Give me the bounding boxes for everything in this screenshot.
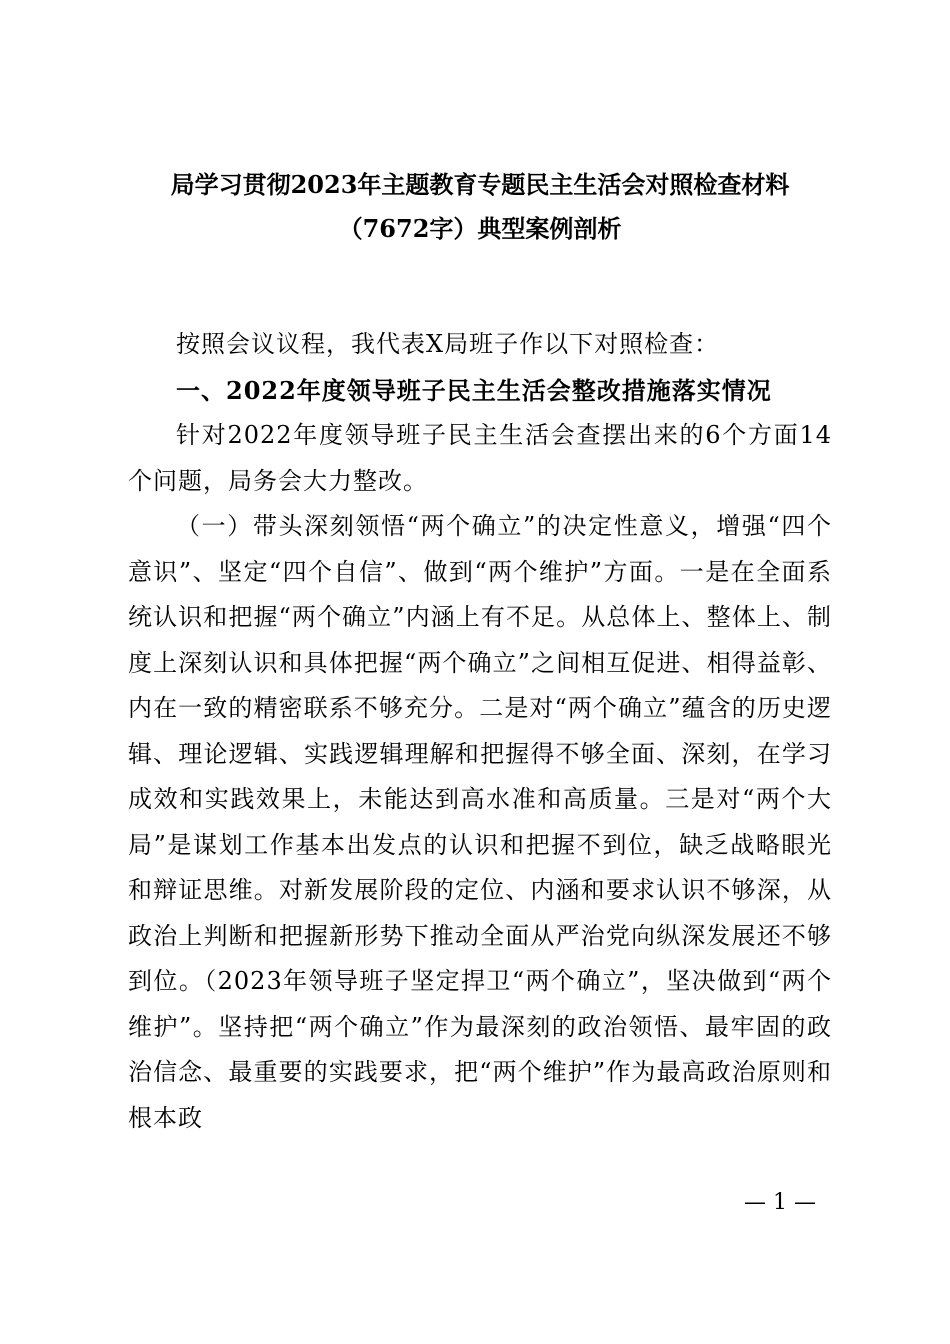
paragraph-item-1: （一）带头深刻领悟“两个确立”的决定性意义，增强“四个意识”、坚定“四个自信”、做到“两个维护”方面。一是在全面系统认识和把握“两个确立”内涵上有不足。从总体上、整体上、制度上深刻认识和具体把握“两个确立”之间相互促进、相得益彰、内在一致的精密联系不够充分。二是对“两个确立”蕴含的历史逻辑、理论逻辑、实践逻辑理解和把握得不够全面、深刻，在学习成效和实践效果上，未能达到高水准和高质量。三是对“两个大局”是谋划工作基本出发点的认识和把握不到位，缺乏战略眼光和辩证思维。对新发展阶段的定位、内涵和要求认识不够深，从政治上判断和把握新形势下推动全面从严治党向纵深发展还不够到位。（2023年领导班子坚定捍卫“两个确立”，坚决做到“两个维护”。坚持把“两个确立”作为最深刻的政治领悟、最牢固的政治信念、最重要的实践要求，把“两个维护”作为最高政治原则和根本政 <box>128 512 832 1132</box>
document-body <box>128 322 832 1141</box>
page-number: — 1 — <box>744 1190 816 1215</box>
document-title: 局学习贯彻2023年主题教育专题民主生活会对照检查材料（7672字）典型案例剖析 <box>170 170 790 243</box>
paragraph-summary: 针对2022年度领导班子民主生活会查摆出来的6个方面14个问题，局务会大力整改。 <box>128 421 832 495</box>
section-heading: 一、2022年度领导班子民主生活会整改措施落实情况 <box>176 375 772 405</box>
paragraph-intro: 按照会议议程，我代表X局班子作以下对照检查： <box>176 330 720 358</box>
